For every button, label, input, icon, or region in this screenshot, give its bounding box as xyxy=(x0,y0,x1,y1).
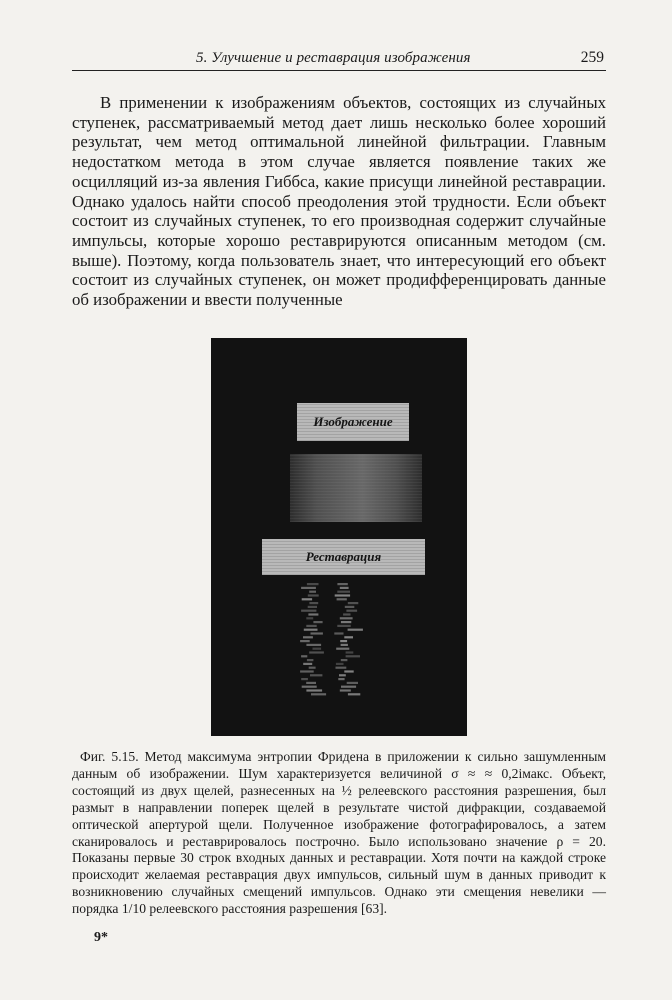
restored-pulse-streak xyxy=(306,682,316,684)
restored-pulse-streak xyxy=(301,655,307,657)
restored-pulse-streak xyxy=(308,613,318,615)
restored-pulse-streak xyxy=(348,693,360,695)
restored-pulse-streak xyxy=(341,659,348,661)
restored-pulse-streak xyxy=(340,640,347,642)
restored-pulse-streak xyxy=(337,598,347,600)
restored-pulse-streak xyxy=(334,632,343,634)
image-label: Изображение xyxy=(297,403,409,441)
page-number: 259 xyxy=(580,49,604,66)
body-paragraph: В применении к изображениям объектов, состоящих из случайных ступенек, рассматриваемый метод дает лишь несколько более хороший результат, чем метод оптимальной линейной фильтрации. Главным недостатком метода в этом случае является появление таких же осцилляций из-за явления Гиббса, какие присущи линейной реставрации. Однако удалось найти способ преодоления этой трудности. Если объект состоит из случайных ступенек, то его производная содержит случайные импульсы, которые хорошо реставрируются описанным методом (см. выше). Поэтому, когда пользователь знает, что интересующий его объект состоит из случайных ступенек, он может продифференцировать данные об изображении и ввести полученные xyxy=(72,93,606,310)
restored-pulse-streak xyxy=(313,621,322,623)
restored-pulse-streak xyxy=(311,632,323,634)
restored-pulse-streak xyxy=(336,648,349,650)
restored-pulse-streak xyxy=(335,594,350,596)
restored-pulse-streak xyxy=(341,686,356,688)
restored-pulse-streak xyxy=(336,663,344,665)
restored-pulse-streak xyxy=(307,583,319,585)
restored-pulse-streak xyxy=(301,587,316,589)
restored-pulse-streak xyxy=(348,629,363,631)
restored-pulse-streak xyxy=(303,663,312,665)
running-head: 5. Улучшение и реставрация изображения xyxy=(196,50,471,66)
restored-pulse-streak xyxy=(304,629,318,631)
signature-mark: 9* xyxy=(94,930,108,945)
restored-pulse-streak xyxy=(347,682,358,684)
restored-pulse-streak xyxy=(311,693,326,695)
restored-pulse-streak xyxy=(341,644,348,646)
restored-pulse-streak xyxy=(301,678,308,680)
restored-pulse-streak xyxy=(300,670,314,672)
restored-pulse-streak xyxy=(345,606,355,608)
restored-pulse-streak xyxy=(337,583,347,585)
restored-pulse-streak xyxy=(336,667,347,669)
restored-pulse-streak xyxy=(309,667,316,669)
restored-pulse-streak xyxy=(310,674,322,676)
restored-pulse-streak xyxy=(300,640,310,642)
restored-pulse-streak xyxy=(346,610,357,612)
restored-pulse-streak xyxy=(339,674,346,676)
restored-pulse-streak xyxy=(306,689,322,691)
restored-pulses xyxy=(271,581,389,697)
restored-pulse-streak xyxy=(309,591,316,593)
restored-pulse-streak xyxy=(346,655,360,657)
figure-caption: Фиг. 5.15. Метод максимума энтропии Фридена в приложении к сильно зашумленным данным об изображении. Шум характеризуется величиной σ ≈ ≈ 0,2iмакс. Объект, состоящий из двух щелей, разнесенных на ½ релеевского расстояния разрешения, был размыт в направлении поперек щелей в результате чистой дифракции, создаваемой оптической апертурой щели. Полученное изображение фотографировалось, а затем сканировалось и реставрировалось построчно. Было использовано значение ρ = 20. Показаны первые 30 строк входных данных и реставрации. Хотя почти на каждой строке происходит желаемая реставрация двух импульсов, сильный шум в данных приводит к возникновению случайных смещений импульсов. Однако эти смещения невелики — порядка 1/10 релеевского расстояния разрешения [63]. xyxy=(72,749,606,917)
restored-pulse-streak xyxy=(341,621,351,623)
restored-pulse-streak xyxy=(348,602,359,604)
restored-pulse-streak xyxy=(340,689,351,691)
restored-pulse-streak xyxy=(344,636,353,638)
noisy-image-data xyxy=(290,454,422,522)
restored-pulse-streak xyxy=(302,686,317,688)
restored-pulse-streak xyxy=(307,659,314,661)
restored-pulse-streak xyxy=(309,651,324,653)
restored-pulse-streak xyxy=(301,610,316,612)
restored-pulse-streak xyxy=(313,648,322,650)
restoration-label: Реставрация xyxy=(262,539,425,575)
restored-pulse-streak xyxy=(309,602,318,604)
restored-pulse-streak xyxy=(308,594,319,596)
restored-pulse-streak xyxy=(337,591,350,593)
restored-pulse-streak xyxy=(303,636,313,638)
restored-pulse-streak xyxy=(337,625,350,627)
restored-pulse-streak xyxy=(338,678,344,680)
restored-pulse-streak xyxy=(340,587,349,589)
restored-pulse-streak xyxy=(306,617,313,619)
restored-pulse-streak xyxy=(346,651,354,653)
restored-pulse-streak xyxy=(344,670,353,672)
restored-pulse-streak xyxy=(308,606,317,608)
restored-pulse-streak xyxy=(306,625,316,627)
restored-pulse-streak xyxy=(302,598,312,600)
figure-5-15 xyxy=(211,338,467,736)
page-header xyxy=(72,46,606,71)
restored-pulse-streak xyxy=(343,613,350,615)
restored-pulse-streak xyxy=(340,617,353,619)
restored-pulse-streak xyxy=(306,644,321,646)
